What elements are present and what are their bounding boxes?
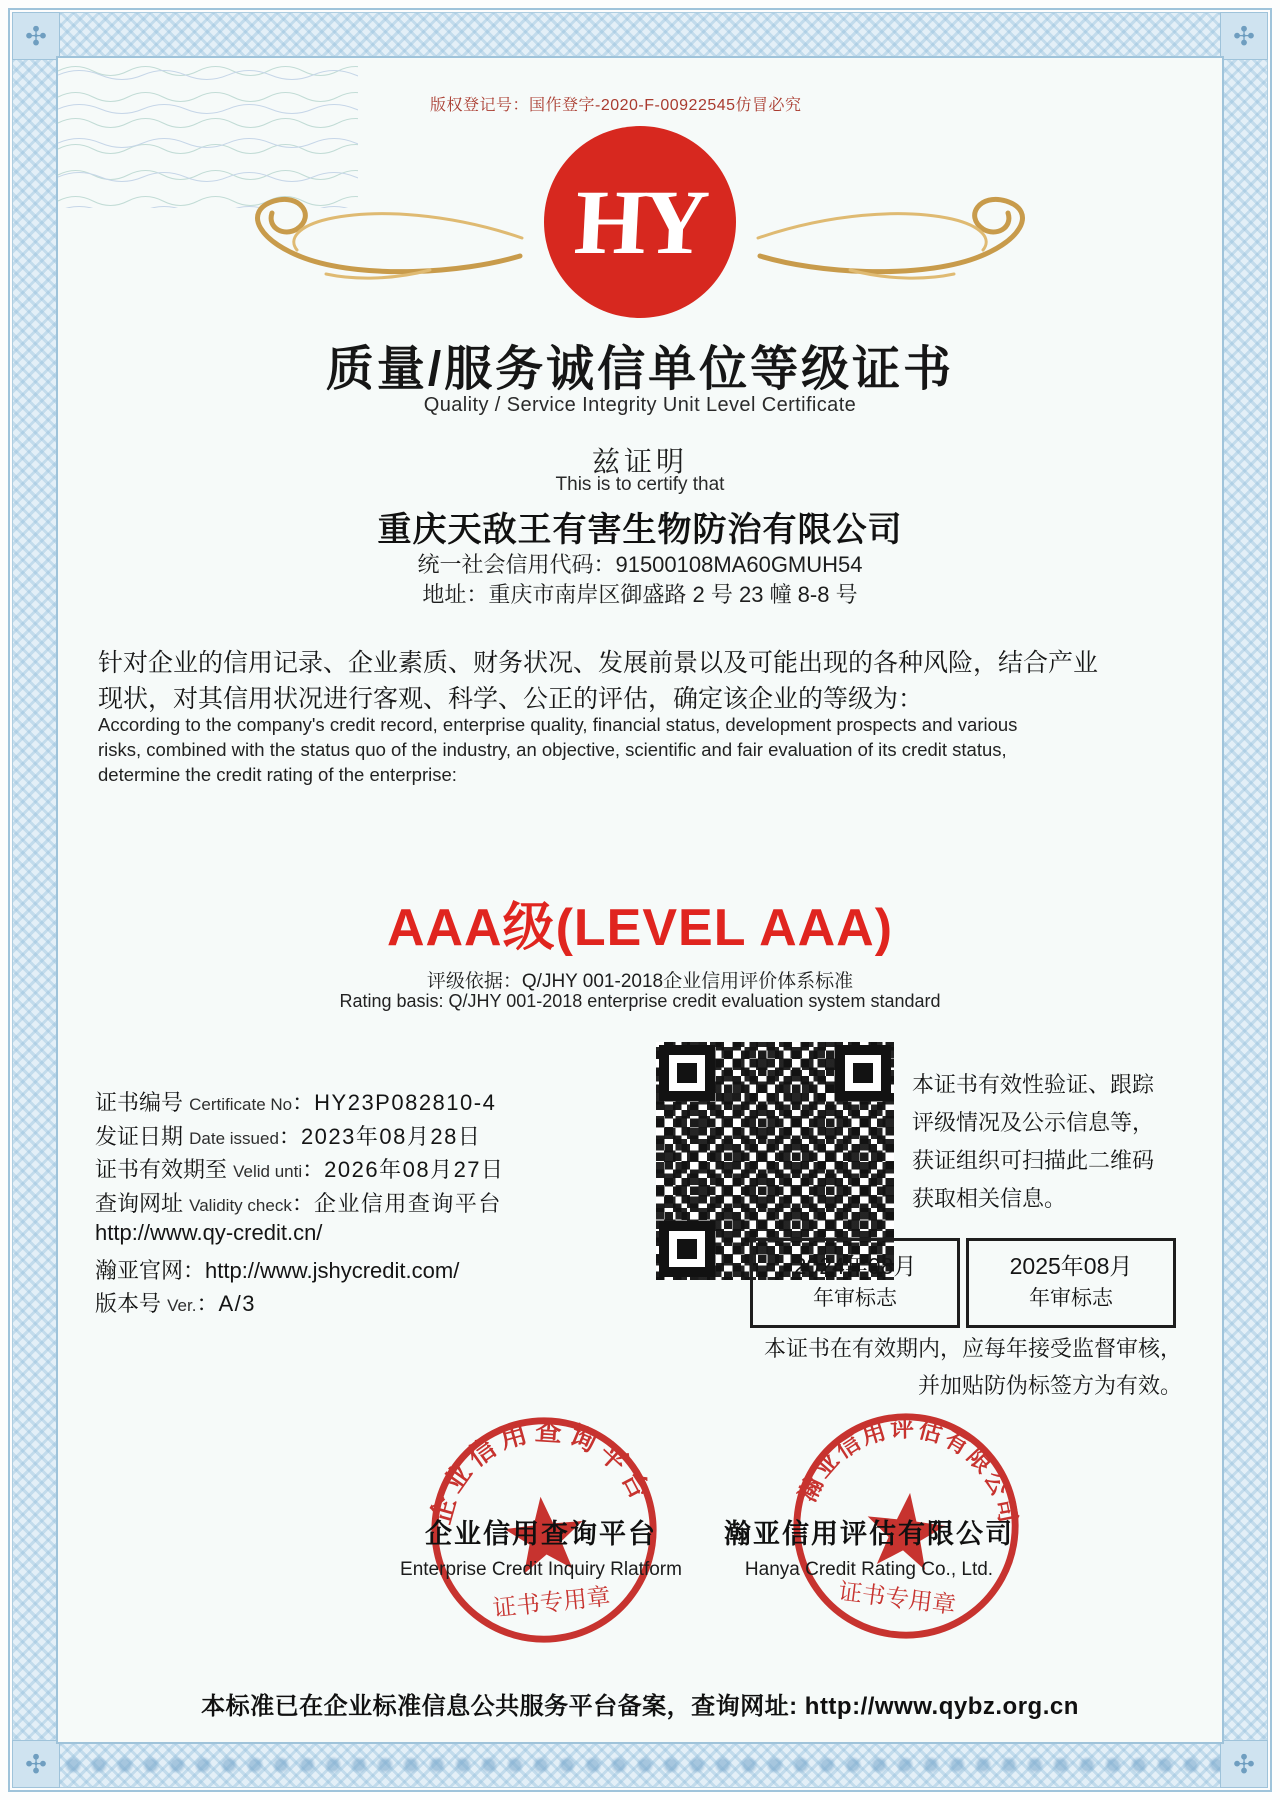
detail-line-valid-until — [95, 1153, 655, 1187]
certificate-title-en: Quality / Service Integrity Unit Level Certificate — [423, 394, 857, 416]
company-address: 地址：重庆市南岸区御盛路 2 号 23 幢 8-8 号 — [422, 582, 858, 607]
detail-label-zh: 证书有效期至 — [95, 1157, 228, 1182]
certificate-details-block — [95, 1086, 655, 1321]
seal-arc-text: 企业信用查询平台 — [425, 1415, 658, 1528]
detail-separator: ： — [292, 1090, 315, 1115]
certificate-title-zh: 质量/服务诚信单位等级证书 — [325, 343, 955, 396]
copyright-registration-text: 版权登记号：国作登字-2020-F-00922545仿冒必究 — [430, 97, 802, 114]
detail-label-en: Velid unti — [233, 1162, 303, 1181]
body-paragraph-zh-line2: 现状，对其信用状况进行客观、科学、公正的评估，确定该企业的等级为： — [98, 685, 924, 713]
logo-letters: HY — [572, 171, 708, 273]
detail-separator: ： — [278, 1123, 301, 1149]
qr-finder-bottom-left — [659, 1221, 715, 1277]
bottom-medallion-band — [60, 1745, 1220, 1785]
org-right — [696, 1512, 1042, 1581]
seal-bottom-text: 证书专用章 — [491, 1584, 612, 1623]
detail-label-en: Ver. — [167, 1296, 197, 1315]
company-name: 重庆天敌王有害生物防治有限公司 — [377, 511, 903, 549]
detail-line-inquiry-url: http://www.qy-credit.cn/ — [95, 1220, 323, 1245]
detail-value: A/3 — [218, 1291, 256, 1316]
company-credit-code: 统一社会信用代码：91500108MA60GMUH54 — [417, 552, 863, 577]
org-right-name-zh: 瀚亚信用评估有限公司 — [724, 1519, 1014, 1549]
org-left-name-zh: 企业信用查询平台 — [425, 1519, 657, 1549]
detail-value: HY23P082810-4 — [314, 1090, 497, 1115]
audit-label: 年审标志 — [1029, 1287, 1113, 1310]
seal-bottom-text: 证书专用章 — [836, 1578, 958, 1620]
qr-info-line: 获取相关信息。 — [912, 1186, 1067, 1211]
audit-month: 2024年08月 — [793, 1253, 917, 1279]
detail-line-version — [95, 1287, 655, 1321]
detail-label-zh: 发证日期 — [95, 1123, 184, 1149]
detail-separator: ： — [196, 1291, 219, 1316]
detail-line-validity-check — [95, 1187, 655, 1221]
rating-basis-zh: 评级依据：Q/JHY 001-2018企业信用评价体系标准 — [426, 971, 854, 992]
detail-line-cert-no — [95, 1086, 655, 1120]
audit-label: 年审标志 — [813, 1287, 897, 1310]
hy-logo — [464, 126, 816, 326]
body-paragraph-zh-line1: 针对企业的信用记录、企业素质、财务状况、发展前景以及可能出现的各种风险，结合产业 — [98, 649, 1099, 677]
audit-box-2025 — [966, 1238, 1176, 1328]
detail-line-date-issued — [95, 1120, 655, 1154]
qr-info-line: 本证书有效性验证、跟踪 — [912, 1072, 1155, 1097]
supervision-line1: 本证书在有效期内，应每年接受监督审核， — [763, 1336, 1182, 1361]
detail-label-zh: 证书编号 — [95, 1090, 184, 1115]
detail-label-zh: 查询网址 — [95, 1190, 184, 1216]
detail-line-hanya-url: 瀚亚官网：http://www.jshycredit.com/ — [95, 1257, 460, 1283]
qr-finder-top-left — [659, 1045, 715, 1101]
qr-finder-top-right — [835, 1045, 891, 1101]
detail-label-en: Validity check — [189, 1195, 292, 1215]
rating-basis-en: Rating basis: Q/JHY 001-2018 enterprise credit evaluation system standard — [339, 991, 941, 1011]
audit-month: 2025年08月 — [1009, 1253, 1133, 1279]
detail-separator: ： — [291, 1190, 314, 1216]
corner-ornament-bottom-right: ✣ — [1220, 1740, 1268, 1788]
corner-ornament-bottom-left: ✣ — [12, 1740, 60, 1788]
detail-separator: ： — [302, 1157, 325, 1182]
detail-label-zh: 版本号 — [95, 1291, 162, 1316]
detail-value: 企业信用查询平台 — [313, 1190, 502, 1216]
certify-statement-en: This is to certify that — [555, 474, 725, 495]
detail-label-en: Certificate No — [189, 1095, 293, 1114]
body-paragraph-en-line3: determine the credit rating of the enterprise: — [98, 764, 457, 785]
detail-value: 2026年08月27日 — [324, 1157, 505, 1182]
qr-info-text — [912, 1066, 1184, 1218]
credit-level-aaa: AAA级(LEVEL AAA) — [386, 899, 894, 957]
qr-info-line: 获证组织可扫描此二维码 — [912, 1148, 1155, 1173]
org-left-name-en: Enterprise Credit Inquiry Rlatform — [400, 1559, 682, 1580]
seal-arc-text: 瀚亚信用评估有限公司 — [795, 1416, 1022, 1528]
detail-label-en: Date issued — [189, 1128, 279, 1148]
supervision-line2: 并加贴防伪标签方为有效。 — [917, 1373, 1182, 1398]
corner-ornament-top-left: ✣ — [12, 12, 60, 60]
corner-ornament-top-right: ✣ — [1220, 12, 1268, 60]
supervision-note — [560, 1330, 1182, 1404]
org-right-name-en: Hanya Credit Rating Co., Ltd. — [744, 1559, 994, 1580]
detail-value: 2023年08月28日 — [300, 1123, 482, 1149]
body-paragraph-en-line1: According to the company's credit record, enterprise quality, financial status, development prospects and various — [98, 714, 1018, 735]
logo-red-circle-icon — [544, 126, 736, 318]
certify-statement-zh: 兹证明 — [591, 446, 688, 477]
standard-filing-note: 本标准已在企业标准信息公共服务平台备案，查询网址: http://www.qybz.org.cn — [201, 1693, 1079, 1720]
body-paragraph-en-line2: risks, combined with the status quo of the industry, an objective, scientific and fair evaluation of its credit status, — [98, 739, 1007, 760]
audit-box-2024 — [750, 1238, 960, 1328]
qr-info-line: 评级情况及公示信息等， — [912, 1110, 1155, 1135]
org-left — [368, 1512, 714, 1581]
